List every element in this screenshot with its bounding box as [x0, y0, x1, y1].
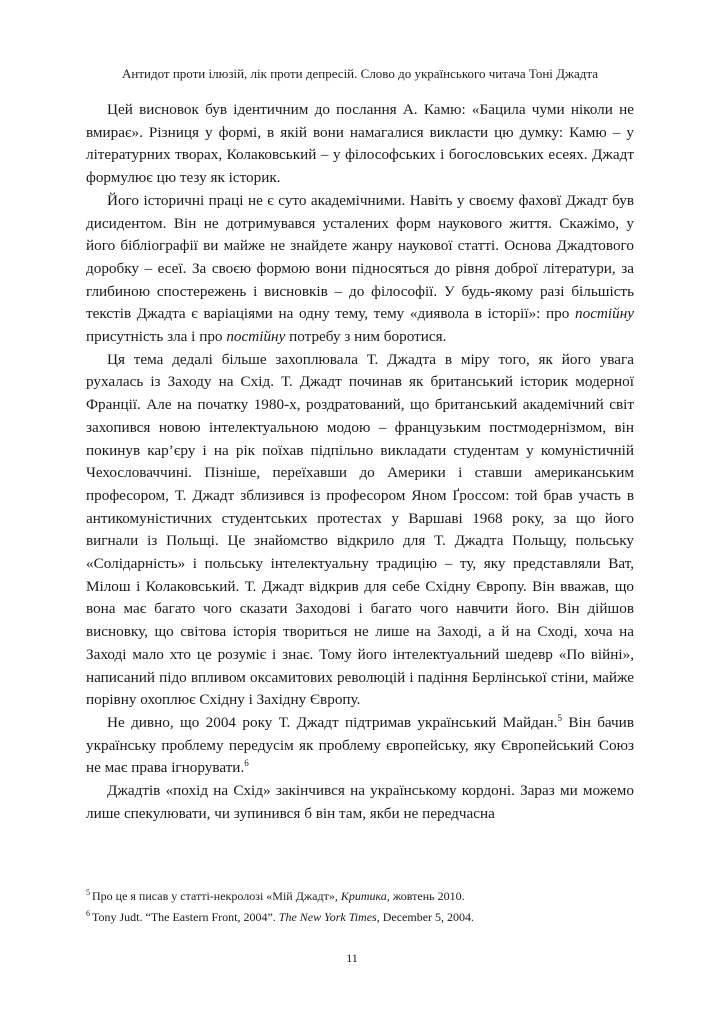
italic-run: постійну: [226, 328, 286, 346]
footnote: [86, 886, 634, 907]
text-run: Про це я писав у статті-некролозі «Мій Джадт»,: [92, 889, 341, 903]
footnote-ref: 6: [244, 758, 249, 769]
footnote-ref: 5: [557, 712, 562, 723]
italic-run: The New York Times: [278, 910, 377, 924]
paragraph: [86, 190, 634, 349]
footnote-number: 6: [86, 909, 90, 918]
text-run: Не дивно, що 2004 року Т. Джадт підтримав український Майдан.: [107, 713, 558, 731]
footnote: [86, 907, 634, 928]
page-number: 11: [346, 951, 358, 965]
text-run: Ця тема дедалі більше захоплювала Т. Джадта в міру того, як його увага рухалась із Заходу на Схід. Т. Джадт починав як британський історик модерної Франції. Але на початку 1980-х, роздратований, що британський академічний світ захопився новою інтелектуальною модою – французьким постмодернізмом, він покинув кар’єру і на рік поїхав підпільно викладати студентам у комуністичній Чехословаччині. Пізніше, переїхавши до Америки і ставши американським професором, Т. Джадт зблизився із професором Яном Ґроссом: той брав участь в антикомуністичних студентських протестах у Варшаві 1968 року, за що його вигнали із Польщі. Це знайомство відкрило для Т. Джадта Польщу, польську «Солідарність» і польську інтелектуальну традицію – ту, яку представляли Ват, Мілош і Колаковський. Т. Джадт відкрив для себе Східну Європу. Він вважав, що вона має багато чого сказати Заходові і багато чого навчити його. Він дійшов висновку, що світова історія твориться не лише на Заході, а й на Сході, хоча на Заході мало хто це розуміє і знає. Тому його інтелектуальний шедевр «По війні», написаний підо впливом оксамитових революцій і падіння Берлінської стіни, майже порівну охоплює Східну і Західну Європу.: [86, 350, 634, 709]
running-header: Антидот проти ілюзій, лік проти депресій. Слово до українського читача Тоні Джадта: [121, 66, 599, 81]
text-run: Цей висновок був ідентичним до послання А. Камю: «Бацила чуми ніколи не вмирає». Різниця у формі, в якій вони намагалися викласти цю думку: Камю – у літературних творах, Колаковський – у філософських і богословських есеях. Джадт формулює цю тезу як історик.: [86, 101, 634, 187]
italic-run: постійну: [575, 305, 634, 323]
paragraph: [86, 99, 634, 190]
text-run: Його історичні праці не є суто академічними. Навіть у своєму фаховї Джадт був дисидентом. Він не дотримувався усталених форм наукового життя. Скажімо, у його бібліографії ви майже не знайдете жанру наукової статті. Основа Джадтового доробку – есеї. За своєю формою вони підносяться до рівня доброї літератури, за глибиною спостережень і висновків – до філософії. У будь-якому разі більшість текстів Джадта є варіаціями на одну тему, тему «диявола в історії»: про: [86, 191, 634, 323]
body-text: [86, 99, 634, 826]
text-run: , December 5, 2004.: [376, 910, 475, 924]
footnotes: [86, 886, 634, 928]
italic-run: Критика: [340, 889, 387, 903]
text-run: Джадтів «похід на Схід» закінчився на українському кордоні. Зараз ми можемо лише спекулювати, чи зупинився б він там, якби не передчасна: [86, 782, 634, 822]
text-run: , жовтень 2010.: [386, 889, 465, 903]
text-run: потребу з ним боротися.: [285, 328, 447, 346]
paragraph: [86, 349, 634, 712]
paragraph: [86, 780, 634, 825]
text-run: Tony Judt. “The Eastern Front, 2004”.: [92, 910, 279, 924]
footnote-number: 5: [86, 888, 90, 897]
text-run: Він бачив українську проблему передусім як проблему європейську, яку Європейський Союз не має права ігнорувати.: [86, 713, 634, 777]
paragraph: [86, 712, 634, 780]
text-run: присутність зла і про: [86, 328, 227, 346]
